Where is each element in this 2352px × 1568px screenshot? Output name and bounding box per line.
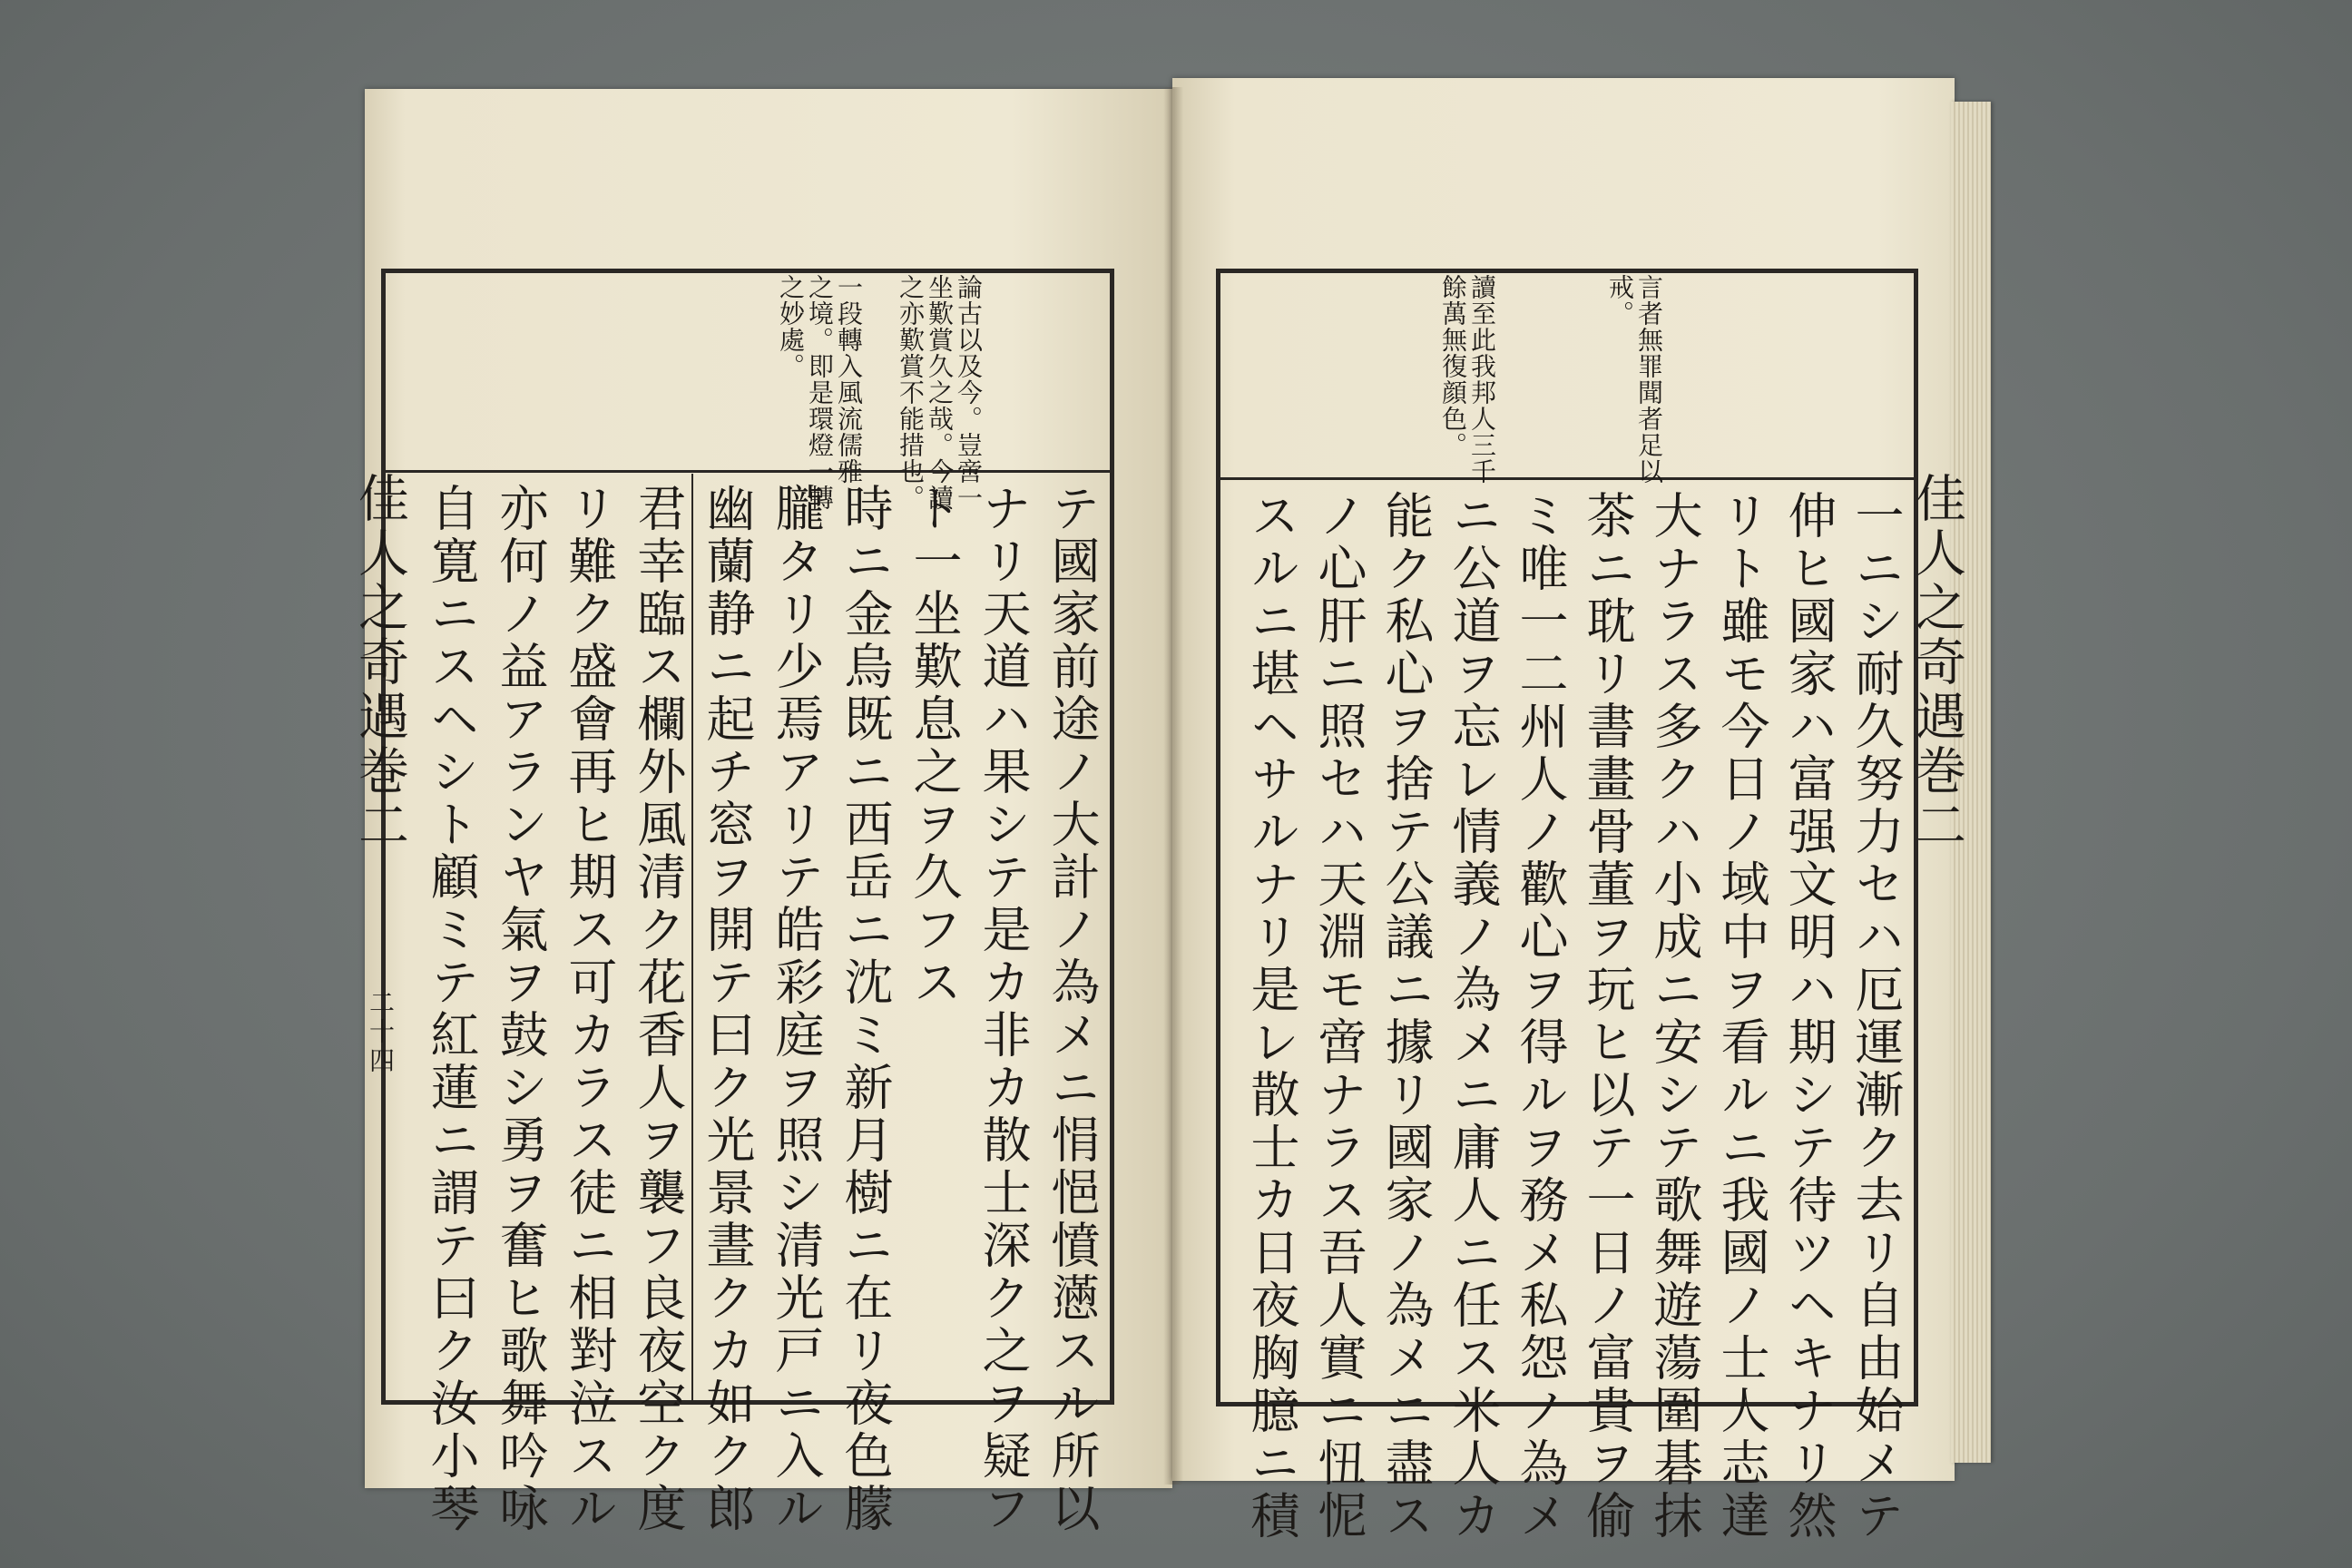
right-text-column-6: ミ唯一二州人ノ歡心ヲ得ルヲ務メ私怨ノ為メ bbox=[1512, 490, 1569, 1543]
right-text-column-10: スルニ堪ヘサルナリ是レ散士カ日夜胸臆ニ積 bbox=[1243, 490, 1300, 1543]
right-text-column-4: 大ナラス多クハ小成ニ安シテ歌舞遊蕩圍碁抹 bbox=[1646, 490, 1703, 1543]
left-note-1: 論古以及今。豈啻一 bbox=[954, 274, 984, 511]
left-text-column-4: 時ニ金烏既ニ西岳ニ沈ミ新月樹ニ在リ夜色朦 bbox=[837, 483, 894, 1535]
right-note-3: 讀至此我邦人三千 bbox=[1467, 274, 1497, 485]
right-text-column-9: ノ心肝ニ照セハ天淵モ啻ナラス吾人實ニ忸怩 bbox=[1310, 490, 1367, 1543]
left-text-column-2: ナリ天道ハ果シテ是カ非カ散士深ク之ヲ疑フ bbox=[975, 483, 1032, 1535]
right-text-column-5: 茶ニ耽リ書畫骨董ヲ玩ヒ以テ一日ノ富貴ヲ偷 bbox=[1579, 490, 1636, 1543]
left-margin-title: 佳人之奇遇巻二 bbox=[350, 472, 409, 853]
left-text-column-9: 亦何ノ益アランヤ氣ヲ鼓シ勇ヲ奮ヒ歌舞吟咏 bbox=[492, 483, 549, 1535]
left-note-5: 之境。即是環燈一轉 bbox=[805, 274, 835, 511]
right-margin-title: 佳人之奇遇巻二 bbox=[1907, 472, 1966, 853]
right-note-4: 餘萬無復顔色。 bbox=[1438, 274, 1468, 458]
left-text-column-6: 幽蘭静ニ起チ窓ヲ開テ曰ク光景晝クカ如ク郎 bbox=[699, 483, 756, 1535]
left-column-rule bbox=[691, 474, 693, 1401]
left-text-column-1: テ國家前途ノ大計ノ為メニ悁悒憤懣スル所以 bbox=[1044, 483, 1101, 1535]
left-note-2: 坐歎賞久之哉。今讀 bbox=[925, 274, 955, 511]
right-text-column-1: 一ニシ耐久努力セハ厄運漸ク去リ自由始メテ bbox=[1847, 490, 1905, 1543]
right-text-column-7: ニ公道ヲ忘レ情義ノ為メニ庸人ニ任ス米人カ bbox=[1445, 490, 1502, 1543]
left-note-3: 之亦歎賞不能措也。 bbox=[896, 274, 926, 511]
right-text-column-2: 伸ヒ國家ハ富强文明ハ期シテ待ツヘキナリ然 bbox=[1780, 490, 1838, 1543]
right-text-column-8: 能ク私心ヲ捨テ公議ニ據リ國家ノ為メニ盡ス bbox=[1377, 490, 1435, 1543]
left-text-column-3: ト一坐歎息之ヲ久フス bbox=[906, 483, 963, 1009]
right-headnote-rule bbox=[1216, 477, 1918, 480]
right-text-column-3: リト雖モ今日ノ域中ヲ看ルニ我國ノ士人志達 bbox=[1713, 490, 1770, 1543]
right-note-1: 言者無罪聞者足以 bbox=[1634, 274, 1664, 485]
left-text-column-5: 朧タリ少焉アリテ皓彩庭ヲ照シ清光戸ニ入ル bbox=[768, 483, 825, 1535]
left-text-column-8: リ難ク盛會再ヒ期ス可カラス徒ニ相對泣スル bbox=[561, 483, 618, 1535]
left-text-column-10: 自寛ニスヘシト顧ミテ紅蓮ニ謂テ曰ク汝小琴 bbox=[423, 483, 480, 1535]
left-folio: 二十四 bbox=[366, 989, 396, 1076]
left-note-6: 之妙處。 bbox=[776, 274, 806, 379]
right-note-2: 戒。 bbox=[1605, 274, 1635, 327]
left-headnote-rule bbox=[381, 470, 1114, 473]
left-note-4: 一段轉入風流儒雅 bbox=[834, 274, 864, 485]
book-gutter bbox=[1163, 87, 1183, 1485]
left-text-column-7: 君幸臨ス欄外風清ク花香人ヲ襲フ良夜空ク度 bbox=[630, 483, 687, 1535]
